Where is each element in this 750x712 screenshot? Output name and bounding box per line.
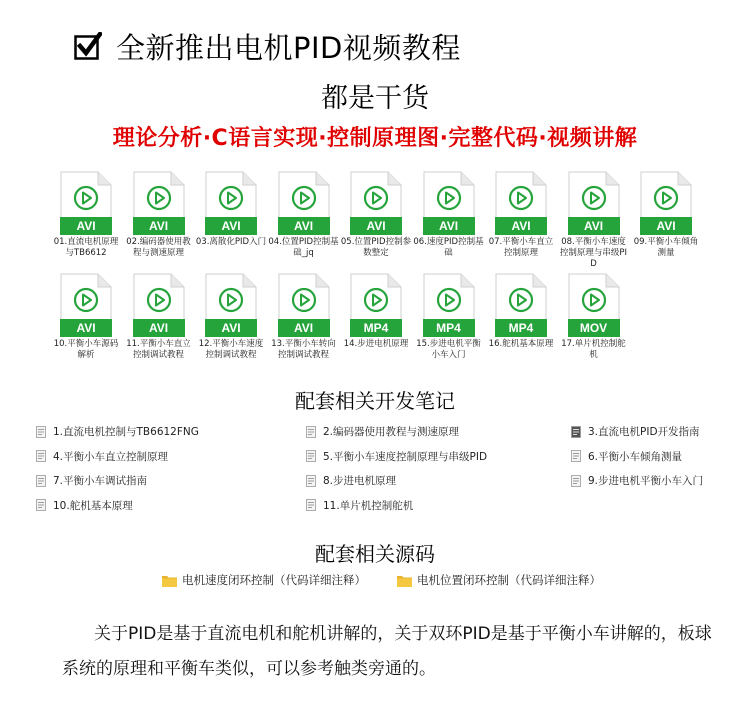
checkbox-checked-icon xyxy=(74,32,102,60)
video-file[interactable] xyxy=(195,273,267,361)
note-document[interactable] xyxy=(36,449,168,464)
file-type-badge: MOV xyxy=(568,319,620,337)
video-file[interactable] xyxy=(123,171,195,259)
video-file[interactable] xyxy=(413,171,485,259)
video-file-icon xyxy=(423,171,475,235)
document-icon xyxy=(306,475,316,487)
video-file[interactable] xyxy=(268,273,340,361)
video-file-name: 10.平衡小车源码解析 xyxy=(53,339,119,360)
note-label: 5.平衡小车速度控制原理与串级PID xyxy=(323,450,488,463)
file-type-badge: AVI xyxy=(423,217,475,235)
video-file[interactable] xyxy=(485,171,557,259)
note-document[interactable] xyxy=(571,449,682,464)
file-type-badge: AVI xyxy=(133,319,185,337)
video-file-name: 12.平衡小车速度控制调试教程 xyxy=(198,339,264,360)
document-icon xyxy=(36,426,46,438)
source-folder-label: 电机速度闭环控制（代码详细注释） xyxy=(182,573,366,587)
video-file-name: 16.舵机基本原理 xyxy=(488,339,554,349)
file-type-badge: AVI xyxy=(60,217,112,235)
document-icon xyxy=(36,450,46,462)
video-file[interactable] xyxy=(50,273,122,361)
video-file-name: 06.速度PID控制基础 xyxy=(413,237,484,258)
note-document[interactable] xyxy=(306,424,459,439)
video-file-icon xyxy=(205,171,257,235)
video-file[interactable] xyxy=(413,273,485,361)
note-label: 9.步进电机平衡小车入门 xyxy=(588,475,704,487)
file-type-badge: AVI xyxy=(568,217,620,235)
video-file-name: 15.步进电机平衡小车入门 xyxy=(416,339,481,360)
video-file[interactable] xyxy=(558,171,630,270)
video-file-icon xyxy=(133,171,185,235)
note-label: 1.直流电机控制与TB6612FNG xyxy=(53,426,199,438)
video-file[interactable] xyxy=(485,273,557,350)
video-file-icon xyxy=(133,273,185,337)
note-label: 4.平衡小车直立控制原理 xyxy=(53,450,169,463)
video-file-name: 03.离散化PID入门 xyxy=(195,237,267,247)
source-section-title: 配套相关源码 xyxy=(315,542,435,566)
video-file-icon xyxy=(495,273,547,337)
video-file-name: 09.平衡小车倾角测量 xyxy=(633,237,699,258)
page-title: 全新推出电机PID视频教程 xyxy=(116,30,461,65)
file-type-badge: AVI xyxy=(640,217,692,235)
note-document[interactable] xyxy=(306,449,487,464)
video-file-icon xyxy=(640,171,692,235)
video-file[interactable] xyxy=(340,171,412,259)
note-label: 8.步进电机原理 xyxy=(323,475,397,487)
video-file-icon xyxy=(60,273,112,337)
video-file-icon xyxy=(350,273,402,337)
document-icon xyxy=(306,426,316,438)
video-file-icon xyxy=(568,273,620,337)
header-title-row xyxy=(74,26,461,66)
note-document[interactable] xyxy=(306,473,396,488)
video-file-name: 14.步进电机原理 xyxy=(343,339,409,349)
file-type-badge: AVI xyxy=(495,217,547,235)
folder-icon xyxy=(162,574,177,587)
video-file-name: 07.平衡小车直立控制原理 xyxy=(488,237,554,258)
video-file-icon xyxy=(495,171,547,235)
source-folder-label: 电机位置闭环控制（代码详细注释） xyxy=(417,573,601,587)
page-subtitle: 都是干货 xyxy=(321,83,429,114)
notes-section-title: 配套相关开发笔记 xyxy=(295,389,455,413)
file-type-badge: MP4 xyxy=(350,319,402,337)
video-file-name: 11.平衡小车直立控制调试教程 xyxy=(126,339,191,360)
note-label: 2.编码器使用教程与测速原理 xyxy=(323,426,460,438)
video-file-name: 02.编码器使用教程与测速原理 xyxy=(126,237,191,258)
file-type-badge: AVI xyxy=(350,217,402,235)
video-file[interactable] xyxy=(50,171,122,259)
video-file-name: 04.位置PID控制基础_jq xyxy=(268,237,339,258)
source-folder-1[interactable] xyxy=(162,572,366,588)
note-document[interactable] xyxy=(571,473,703,488)
video-file[interactable] xyxy=(558,273,630,361)
note-label: 10.舵机基本原理 xyxy=(53,499,133,512)
file-type-badge: AVI xyxy=(60,319,112,337)
file-type-badge: MP4 xyxy=(495,319,547,337)
video-file-icon xyxy=(205,273,257,337)
file-type-badge: AVI xyxy=(205,217,257,235)
document-icon xyxy=(36,475,46,487)
highlight-line: 理论分析·C语言实现·控制原理图·完整代码·视频讲解 xyxy=(112,126,638,151)
note-document[interactable] xyxy=(306,498,413,513)
video-file-icon xyxy=(278,171,330,235)
document-icon xyxy=(571,450,581,462)
note-document[interactable] xyxy=(36,424,199,439)
folder-icon xyxy=(397,574,412,587)
video-file-name: 13.平衡小车转向控制调试教程 xyxy=(271,339,336,360)
file-type-badge: AVI xyxy=(133,217,185,235)
video-file-icon xyxy=(278,273,330,337)
video-file[interactable] xyxy=(340,273,412,350)
video-file-icon xyxy=(350,171,402,235)
note-label: 6.平衡小车倾角测量 xyxy=(588,450,683,463)
note-label: 11.单片机控制舵机 xyxy=(323,499,414,512)
file-type-badge: AVI xyxy=(205,319,257,337)
note-document[interactable] xyxy=(36,498,133,513)
document-icon xyxy=(571,475,581,487)
video-file[interactable] xyxy=(630,171,702,259)
note-label: 7.平衡小车调试指南 xyxy=(53,475,148,487)
source-folder-2[interactable] xyxy=(397,572,601,588)
video-file[interactable] xyxy=(123,273,195,361)
video-file-name: 17.单片机控制舵机 xyxy=(561,339,626,360)
video-file[interactable] xyxy=(268,171,340,259)
file-type-badge: MP4 xyxy=(423,319,475,337)
note-label: 3.直流电机PID开发指南 xyxy=(588,426,700,438)
file-type-badge: AVI xyxy=(278,319,330,337)
video-file-name: 01.直流电机原理与TB6612 xyxy=(53,237,119,258)
file-type-badge: AVI xyxy=(278,217,330,235)
document-icon xyxy=(571,426,581,438)
note-document[interactable] xyxy=(36,473,147,488)
document-icon xyxy=(36,499,46,511)
video-file-name: 05.位置PID控制参数整定 xyxy=(340,237,412,258)
description-paragraph: 关于PID是基于直流电机和舵机讲解的，关于双环PID是基于平衡小车讲解的，板球系统的原理和平衡车类似，可以参考触类旁通的。 xyxy=(62,624,712,679)
video-file-icon xyxy=(60,171,112,235)
video-file-icon xyxy=(568,171,620,235)
video-file[interactable] xyxy=(195,171,267,248)
document-icon xyxy=(306,450,316,462)
note-document[interactable] xyxy=(571,424,700,439)
video-file-icon xyxy=(423,273,475,337)
video-file-name: 08.平衡小车速度控制原理与串级PID xyxy=(559,237,628,269)
document-icon xyxy=(306,499,316,511)
